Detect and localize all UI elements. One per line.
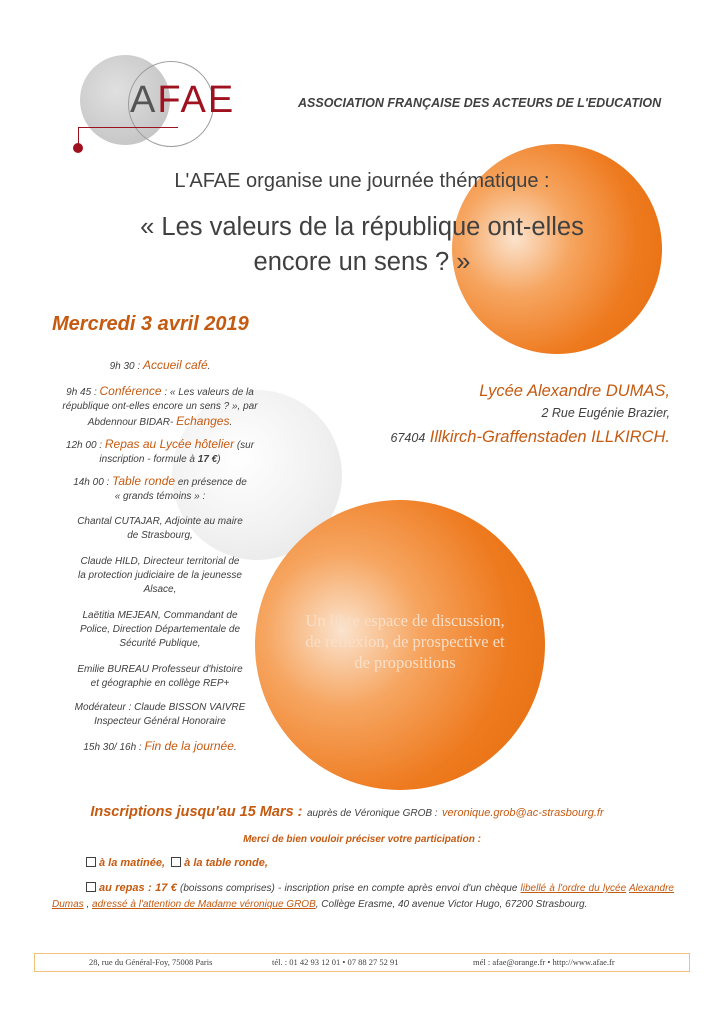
conference-text-a: : « Les valeurs de la: [164, 387, 254, 398]
footer: [34, 953, 690, 972]
witness-4-line-2: et géographie en collège REP+: [90, 678, 230, 689]
logo-underline: [78, 127, 178, 128]
fin-end: .: [233, 742, 237, 753]
table-ronde-text-b: « grands témoins » :: [114, 491, 206, 502]
event-title: [0, 210, 724, 280]
option-table-label: à la table ronde,: [184, 857, 268, 869]
witness-4: [40, 663, 280, 691]
event-title-line-1: « Les valeurs de la république ont-elles: [140, 213, 584, 241]
venue-city-line: [380, 424, 670, 451]
program-table-ronde: [40, 474, 280, 504]
logo-red-dot: [73, 143, 83, 153]
logo-letter-e: E: [207, 79, 236, 121]
inscriptions-line: [0, 803, 724, 821]
association-name: ASSOCIATION FRANÇAISE DES ACTEURS DE L'EDUCATION: [298, 96, 662, 110]
repas-end: ): [217, 454, 221, 465]
repas-price: 17 €: [197, 454, 218, 465]
program-conference: [40, 384, 280, 430]
tagline-line-3: de propositions: [354, 653, 456, 672]
venue-street: 2 Rue Eugénie Brazier,: [541, 406, 670, 420]
witness-2-line-1: Claude HILD, Directeur territorial de: [80, 556, 240, 567]
witness-1-line-2: de Strasbourg,: [127, 530, 193, 541]
conference-label: Conférence: [99, 384, 162, 398]
tagline-line-2: de réflexion, de prospective et: [305, 632, 505, 651]
intro-line: L'AFAE organise une journée thématique :: [174, 170, 550, 192]
checkbox-repas[interactable]: [86, 882, 96, 892]
repas-paragraph: [52, 880, 674, 913]
program-accueil: [40, 358, 280, 374]
witness-2: [40, 555, 280, 597]
option-matinee-label: à la matinée,: [99, 857, 166, 869]
footer-tel: tél. : 01 42 93 12 01 • 07 88 27 52 91: [272, 957, 399, 967]
moderator-line-1: Modérateur : Claude BISSON VAIVRE: [74, 702, 246, 713]
program-repas: [40, 437, 280, 467]
witness-1-line-1: Chantal CUTAJAR, Adjointe au maire: [77, 516, 243, 527]
venue: [380, 380, 670, 451]
conference-end: .: [229, 417, 233, 428]
logo-letter-a2: A: [180, 79, 208, 121]
conference-text-b: république ont-elles encore un sens ? », par: [62, 401, 258, 412]
program-fin: [40, 739, 280, 755]
fin-time: 15h 30/ 16h :: [83, 742, 142, 753]
witness-4-line-1: Emilie BUREAU Professeur d'histoire: [77, 664, 243, 675]
afae-logo: [70, 55, 300, 155]
repas-conditions: (boissons comprises) - inscription prise en compte après envoi d'un chèque: [180, 883, 518, 894]
venue-postcode: 67404: [390, 431, 426, 445]
options-line: [86, 857, 268, 869]
accueil-end: .: [207, 361, 211, 372]
checkbox-table-ronde[interactable]: [171, 857, 181, 867]
tagline: [285, 610, 525, 673]
repas-text-b: inscription - formule à: [99, 454, 195, 465]
event-date: Mercredi 3 avril 2019: [52, 313, 249, 335]
tagline-line-1: Un libre espace de discussion,: [305, 611, 505, 630]
inscriptions-heading: Inscriptions jusqu'au 15 Mars :: [90, 804, 303, 820]
repas-label: Repas au Lycée hôtelier: [104, 437, 235, 451]
footer-address: 28, rue du Général-Foy, 75008 Paris: [89, 957, 213, 967]
repas-text-a: (sur: [236, 440, 255, 451]
witness-3-line-1: Laëtitia MEJEAN, Commandant de: [82, 610, 238, 621]
attention-text: adressé à l'attention de Madame véronique GROB: [92, 899, 316, 910]
venue-city: Illkirch-Graffenstaden ILLKIRCH.: [429, 428, 670, 446]
precise-participation: Merci de bien vouloir préciser votre participation :: [243, 834, 481, 845]
moderator-line-2: Inspecteur Général Honoraire: [94, 716, 226, 727]
witness-3: [40, 609, 280, 651]
order-comma: ,: [86, 899, 90, 910]
witness-1: [40, 515, 280, 543]
witness-3-line-2: Police, Direction Départementale de: [79, 624, 241, 635]
conference-org: Echanges: [176, 414, 230, 428]
conference-time: 9h 45 :: [66, 387, 97, 398]
footer-contact: mél : afae@orange.fr • http://www.afae.fr: [473, 957, 615, 967]
repas-time: 12h 00 :: [65, 440, 103, 451]
cheque-order-1: libellé à l'ordre du lycée: [520, 883, 627, 894]
inscriptions-contact: auprès de Véronique GROB :: [306, 808, 438, 819]
witness-3-line-3: Sécurité Publique,: [119, 638, 201, 649]
table-ronde-time: 14h 00 :: [73, 477, 110, 488]
program: [40, 358, 280, 762]
logo-letter-a1: A: [130, 79, 158, 121]
erasme-address: , Collège Erasme, 40 avenue Victor Hugo, 67200 Strasbourg.: [315, 899, 588, 910]
accueil-label: Accueil café: [142, 358, 208, 372]
table-ronde-label: Table ronde: [112, 474, 176, 488]
logo-wordmark: [130, 81, 235, 119]
accueil-time: 9h 30 :: [109, 361, 141, 372]
witness-2-line-2: la protection judiciaire de la jeunesse: [78, 570, 242, 581]
witness-2-line-3: Alsace,: [143, 584, 177, 595]
moderator: [40, 701, 280, 729]
table-ronde-text-a: en présence de: [177, 477, 247, 488]
fin-label: Fin de la journée: [144, 739, 234, 753]
logo-letter-f: F: [157, 79, 181, 121]
conference-speaker: Abdennour BIDAR-: [87, 417, 174, 428]
checkbox-matinee[interactable]: [86, 857, 96, 867]
option-repas-label: au repas : 17 €: [99, 882, 177, 894]
venue-name: Lycée Alexandre DUMAS,: [479, 382, 670, 400]
event-title-line-2: encore un sens ? »: [253, 248, 471, 276]
inscriptions-email[interactable]: veronique.grob@ac-strasbourg.fr: [442, 807, 604, 819]
cheque-order-2: Alexandre Dumas: [52, 883, 674, 910]
